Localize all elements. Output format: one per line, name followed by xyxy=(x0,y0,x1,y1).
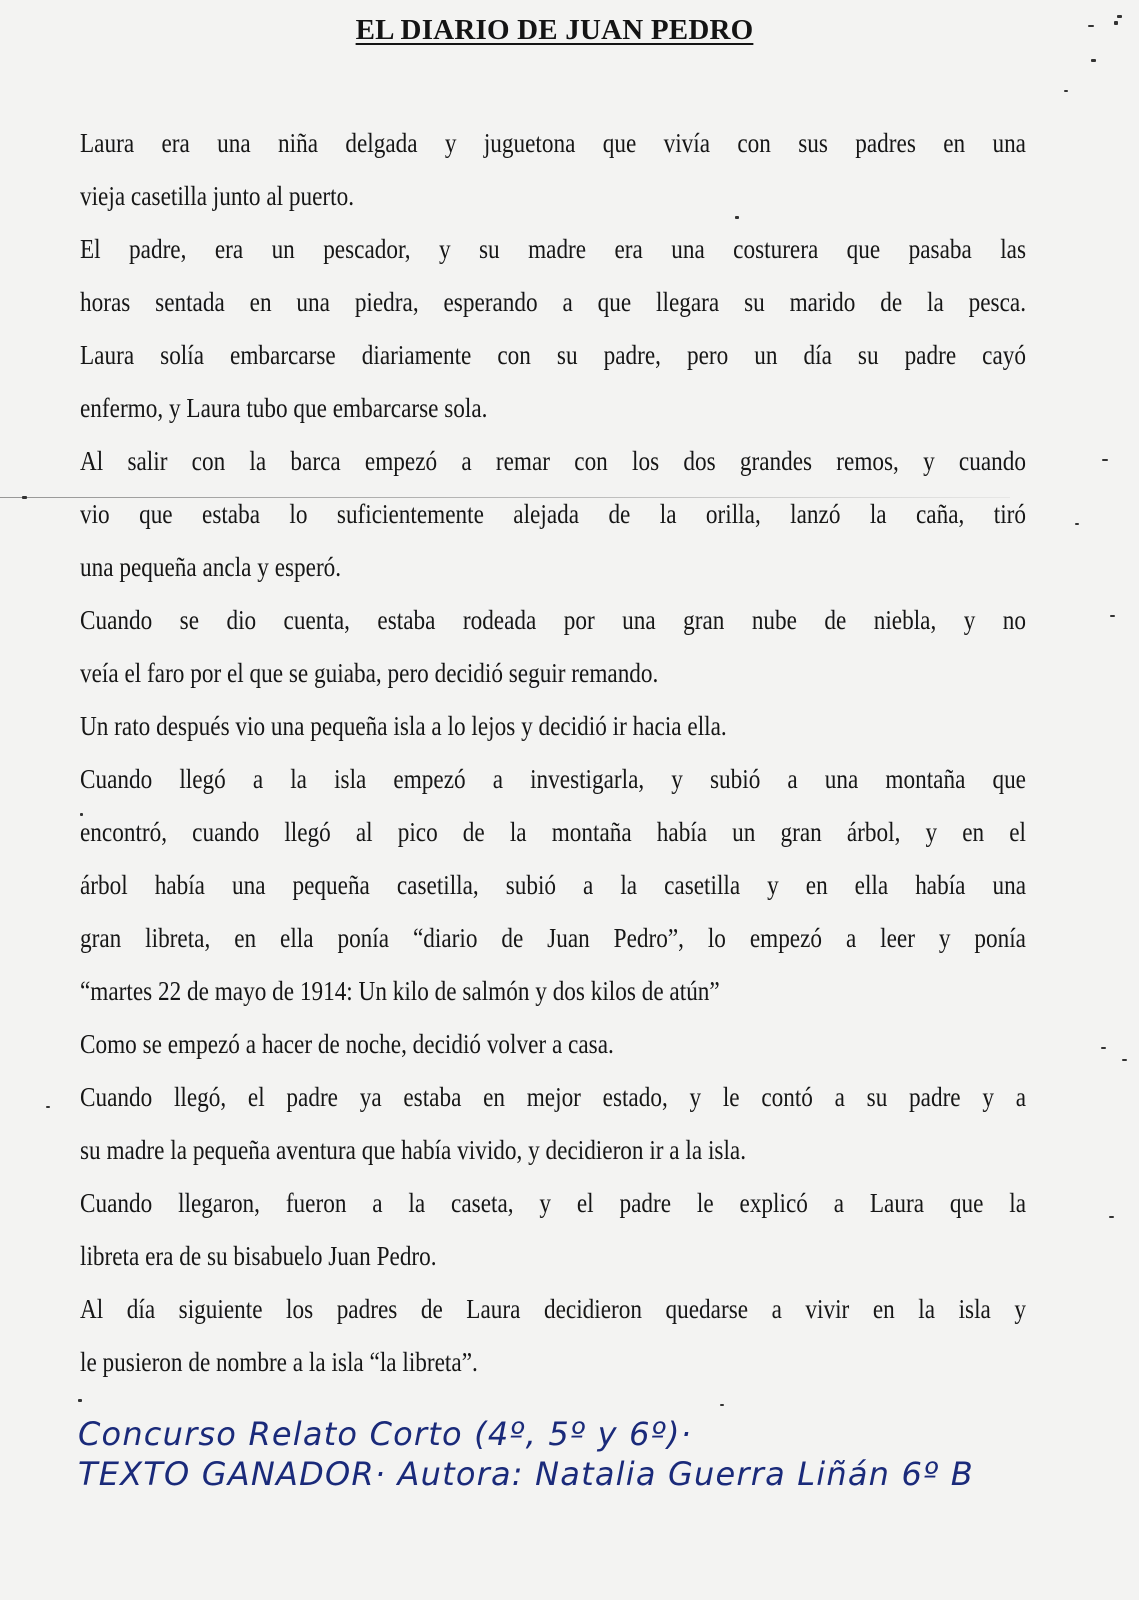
story-line: encontró, cuando llegó al pico de la montaña había un gran árbol, y en el xyxy=(80,817,1026,847)
scan-speck xyxy=(720,1404,724,1406)
story-line: le pusieron de nombre a la isla “la libreta”. xyxy=(80,1347,478,1377)
story-line: libreta era de su bisabuelo Juan Pedro. xyxy=(80,1241,437,1271)
scan-speck xyxy=(1109,1216,1114,1218)
story-line: “martes 22 de mayo de 1914: Un kilo de salmón y dos kilos de atún” xyxy=(80,976,720,1006)
story-line: árbol había una pequeña casetilla, subió a la casetilla y en ella había una xyxy=(80,870,1026,900)
story-line: Al día siguiente los padres de Laura decidieron quedarse a vivir en la isla y xyxy=(80,1294,1026,1324)
story-line: su madre la pequeña aventura que había vivido, y decidieron ir a la isla. xyxy=(80,1135,747,1165)
story-line: Un rato después vio una pequeña isla a lo lejos y decidió ir hacia ella. xyxy=(80,711,727,741)
scan-speck xyxy=(1091,59,1096,62)
story-line: una pequeña ancla y esperó. xyxy=(80,552,342,582)
scan-speck xyxy=(1102,459,1108,461)
story-line: Cuando llegaron, fueron a la caseta, y el padre le explicó a Laura que la xyxy=(80,1188,1026,1218)
story-line: vieja casetilla junto al puerto. xyxy=(80,181,355,211)
scan-speck xyxy=(1064,90,1068,92)
story-line: enfermo, y Laura tubo que embarcarse sola. xyxy=(80,393,488,423)
scan-speck xyxy=(1088,25,1094,27)
scan-speck xyxy=(1122,1059,1127,1061)
story-line: veía el faro por el que se guiaba, pero decidió seguir remando. xyxy=(80,658,659,688)
scan-speck xyxy=(735,216,739,219)
contest-caption xyxy=(78,1414,974,1494)
story-line: Cuando llegó, el padre ya estaba en mejor estado, y le contó a su padre y a xyxy=(80,1082,1026,1112)
scan-speck xyxy=(78,1399,82,1402)
story-body xyxy=(80,117,1026,1389)
story-line: horas sentada en una piedra, esperando a que llegara su marido de la pesca. xyxy=(80,287,1026,317)
scan-speck xyxy=(46,1106,50,1108)
story-line: Como se empezó a hacer de noche, decidió volver a casa. xyxy=(80,1029,614,1059)
story-line: Laura solía embarcarse diariamente con su padre, pero un día su padre cayó xyxy=(80,340,1026,370)
scan-speck xyxy=(1117,15,1122,18)
story-line: vio que estaba lo suficientemente alejada de la orilla, lanzó la caña, tiró xyxy=(80,499,1026,529)
scan-speck xyxy=(1075,523,1079,525)
story-line: gran libreta, en ella ponía “diario de Juan Pedro”, lo empezó a leer y ponía xyxy=(80,923,1026,953)
caption-winner-line: TEXTO GANADOR· Autora: Natalia Guerra Liñán 6º B xyxy=(78,1455,974,1493)
caption-contest-line: Concurso Relato Corto (4º, 5º y 6º)· xyxy=(78,1415,693,1453)
scan-speck xyxy=(22,496,27,499)
story-line: Al salir con la barca empezó a remar con los dos grandes remos, y cuando xyxy=(80,446,1026,476)
scan-speck xyxy=(80,813,83,816)
story-line: Cuando llegó a la isla empezó a investigarla, y subió a una montaña que xyxy=(80,764,1026,794)
scan-speck xyxy=(1110,615,1115,617)
document-title: EL DIARIO DE JUAN PEDRO xyxy=(355,14,754,46)
story-line: Cuando se dio cuenta, estaba rodeada por una gran nube de niebla, y no xyxy=(80,605,1026,635)
story-line: El padre, era un pescador, y su madre era una costurera que pasaba las xyxy=(80,234,1026,264)
scan-speck xyxy=(1101,1047,1106,1049)
story-line: Laura era una niña delgada y juguetona que vivía con sus padres en una xyxy=(80,128,1026,158)
scan-speck xyxy=(1114,21,1118,25)
